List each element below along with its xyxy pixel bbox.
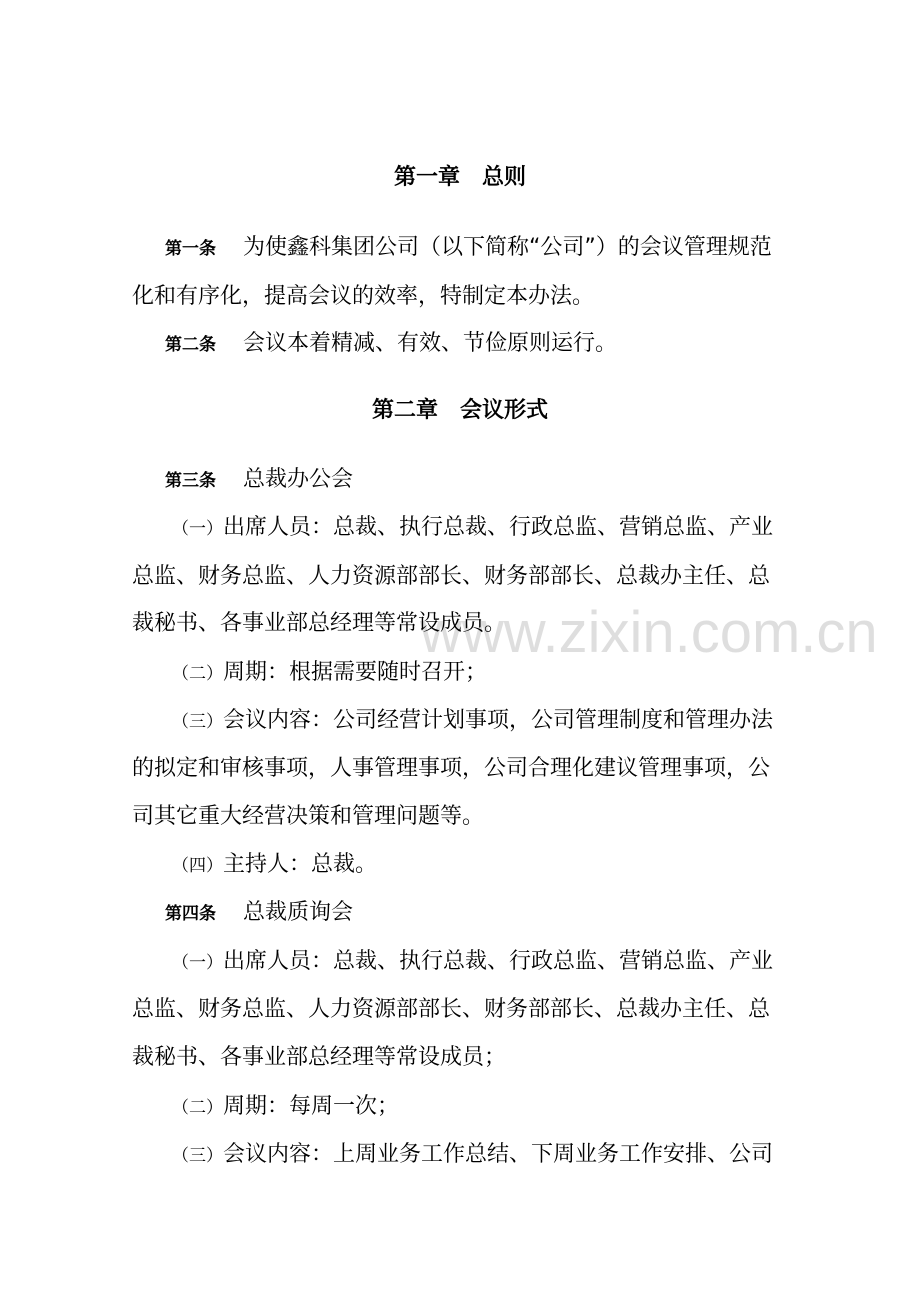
article-1-text-1: 为使鑫科集团公司（以下简称“公司”）的会议管理规范 xyxy=(243,235,772,260)
article-3-item-1-line-2: 总监、财务总监、人力资源部部长、财务部部长、总裁办主任、总 xyxy=(132,564,771,589)
article-4-item-1-line-1 xyxy=(172,947,773,978)
article-3-label: 第三条 xyxy=(165,471,216,491)
item-text: 出席人员：总裁、执行总裁、行政总监、营销总监、产业 xyxy=(223,515,774,540)
article-4-label: 第四条 xyxy=(165,904,216,924)
article-4-item-1-line-2: 总监、财务总监、人力资源部部长、财务部部长、总裁办主任、总 xyxy=(132,997,771,1022)
article-3-heading xyxy=(165,465,353,496)
article-1-line-1 xyxy=(165,233,772,264)
item-text: 主持人：总裁。 xyxy=(223,852,378,877)
chapter-1-title: 第一章 总则 xyxy=(393,165,526,190)
article-3-item-1-line-3: 裁秘书、各事业部总经理等常设成员。 xyxy=(132,611,507,636)
article-4-item-1-line-3: 裁秘书、各事业部总经理等常设成员； xyxy=(132,1045,507,1070)
article-4-heading xyxy=(165,898,353,929)
article-2-line-1 xyxy=(165,329,617,360)
article-3-item-4-line-1 xyxy=(172,850,377,881)
article-2-text-1: 会议本着精减、有效、节俭原则运行。 xyxy=(243,331,618,356)
article-3-item-3-line-3: 司其它重大经营决策和管理问题等。 xyxy=(132,804,485,829)
article-3-item-2-line-1 xyxy=(172,658,487,689)
item-text: 会议内容：公司经营计划事项，公司管理制度和管理办法 xyxy=(223,708,774,733)
item-label: （三） xyxy=(172,1146,223,1166)
article-4-item-2-line-1 xyxy=(172,1092,399,1123)
article-2-label: 第二条 xyxy=(165,335,216,355)
item-text: 会议内容：上周业务工作总结、下周业务工作安排、公司 xyxy=(223,1142,774,1167)
article-4-title: 总裁质询会 xyxy=(243,900,354,925)
item-text: 周期：根据需要随时召开； xyxy=(223,660,488,685)
article-4-item-3-line-1 xyxy=(172,1140,773,1171)
item-text: 周期：每周一次； xyxy=(223,1094,400,1119)
watermark-text: www.zixin.com.cn xyxy=(420,600,878,665)
article-3-title: 总裁办公会 xyxy=(243,467,354,492)
item-label: （一） xyxy=(172,519,223,539)
article-3-item-1-line-1 xyxy=(172,513,773,544)
chapter-2-title: 第二章 会议形式 xyxy=(371,398,548,423)
item-text: 出席人员：总裁、执行总裁、行政总监、营销总监、产业 xyxy=(223,949,774,974)
item-label: （三） xyxy=(172,712,223,732)
article-1-line-2: 化和有序化，提高会议的效率，特制定本办法。 xyxy=(132,284,595,309)
item-label: （一） xyxy=(172,953,223,973)
article-3-item-3-line-2: 的拟定和审核事项，人事管理事项，公司合理化建议管理事项，公 xyxy=(132,756,771,781)
item-label: （二） xyxy=(172,1098,223,1118)
article-3-item-3-line-1 xyxy=(172,706,773,737)
article-1-label: 第一条 xyxy=(165,239,216,259)
item-label: （四） xyxy=(172,856,223,876)
item-label: （二） xyxy=(172,664,223,684)
